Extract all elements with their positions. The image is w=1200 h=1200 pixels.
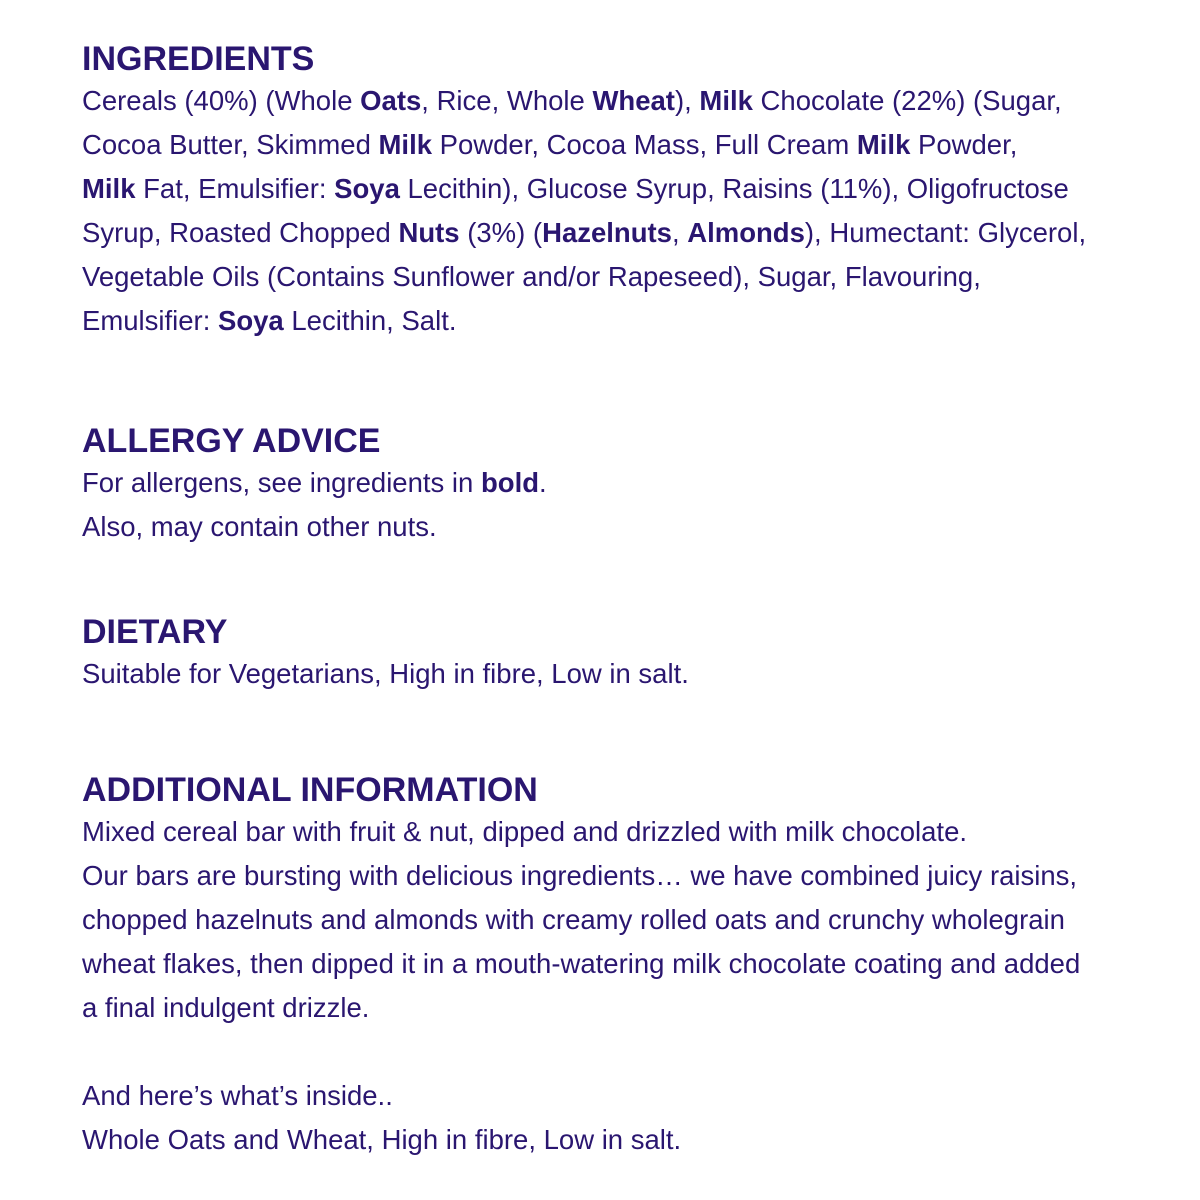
additional-info-line: Mixed cereal bar with fruit & nut, dipped and drizzled with milk chocolate. (82, 816, 968, 847)
dietary-text (82, 652, 1172, 696)
ingredient-text: Lecithin, Salt. (283, 305, 457, 336)
allergen-highlight: Milk (699, 85, 753, 116)
whats-inside-line: And here’s what’s inside.. (82, 1080, 393, 1111)
whats-inside-text (82, 1074, 1172, 1162)
ingredients-line (82, 255, 1172, 299)
allergy-line-1-prefix: For allergens, see ingredients in (82, 467, 481, 498)
allergy-line-1-suffix: . (539, 467, 547, 498)
allergen-highlight: Milk (82, 173, 136, 204)
ingredients-line (82, 211, 1172, 255)
ingredient-text: Vegetable Oils (Contains Sunflower and/or Rapeseed), Sugar, Flavouring, (82, 261, 981, 292)
additional-info-text (82, 810, 1172, 1030)
additional-info-line: Our bars are bursting with delicious ingredients… we have combined juicy raisins, (82, 860, 1078, 891)
ingredients-line (82, 123, 1172, 167)
ingredient-text: ), (674, 85, 700, 116)
ingredient-text: Cocoa Butter, Skimmed (82, 129, 379, 160)
allergen-highlight: Oats (360, 85, 422, 116)
allergen-highlight: Soya (218, 305, 284, 336)
additional-info-heading: ADDITIONAL INFORMATION (82, 771, 538, 809)
ingredient-text: ), Humectant: Glycerol, (804, 217, 1087, 248)
ingredient-text: Syrup, Roasted Chopped (82, 217, 399, 248)
additional-info-line: chopped hazelnuts and almonds with creamy rolled oats and crunchy wholegrain (82, 904, 1065, 935)
ingredient-text: Powder, (910, 129, 1018, 160)
allergy-line-1 (82, 461, 1172, 505)
ingredients-section (82, 39, 1172, 343)
ingredient-text: Fat, Emulsifier: (135, 173, 335, 204)
allergy-section (82, 421, 1172, 549)
allergy-bold-word: bold (480, 467, 540, 498)
additional-info-line: a final indulgent drizzle. (82, 992, 370, 1023)
allergy-heading: ALLERGY ADVICE (82, 422, 381, 460)
whats-inside-line: Whole Oats and Wheat, High in fibre, Low in salt. (82, 1124, 682, 1155)
ingredient-text: Lecithin), Glucose Syrup, Raisins (11%), Oligofructose (399, 173, 1069, 204)
dietary-section (82, 612, 1172, 696)
allergen-highlight: Milk (856, 129, 911, 160)
allergen-highlight: Nuts (398, 217, 460, 248)
ingredients-text (82, 79, 1172, 343)
ingredients-line (82, 299, 1172, 343)
allergen-highlight: Milk (378, 129, 432, 160)
ingredient-text: Powder, Cocoa Mass, Full Cream (432, 129, 857, 160)
allergen-highlight: Wheat (592, 85, 675, 116)
ingredient-text: , (671, 217, 688, 248)
ingredient-text: (3%) ( (459, 217, 543, 248)
allergen-highlight: Almonds (687, 217, 805, 248)
dietary-line: Suitable for Vegetarians, High in fibre, Low in salt. (82, 658, 689, 689)
allergen-highlight: Hazelnuts (542, 217, 672, 248)
additional-info-section (82, 770, 1172, 1162)
ingredients-line (82, 167, 1172, 211)
ingredient-text: , Rice, Whole (421, 85, 593, 116)
allergy-text (82, 461, 1172, 549)
allergen-highlight: Soya (334, 173, 400, 204)
ingredients-heading: INGREDIENTS (82, 40, 315, 78)
additional-info-line: wheat flakes, then dipped it in a mouth-watering milk chocolate coating and added (82, 948, 1081, 979)
dietary-heading: DIETARY (82, 613, 228, 651)
allergy-line-2: Also, may contain other nuts. (82, 511, 437, 542)
ingredient-text: Emulsifier: (82, 305, 218, 336)
ingredient-text: Chocolate (22%) (Sugar, (752, 85, 1062, 116)
ingredient-text: Cereals (40%) (Whole (82, 85, 361, 116)
ingredients-line (82, 79, 1172, 123)
